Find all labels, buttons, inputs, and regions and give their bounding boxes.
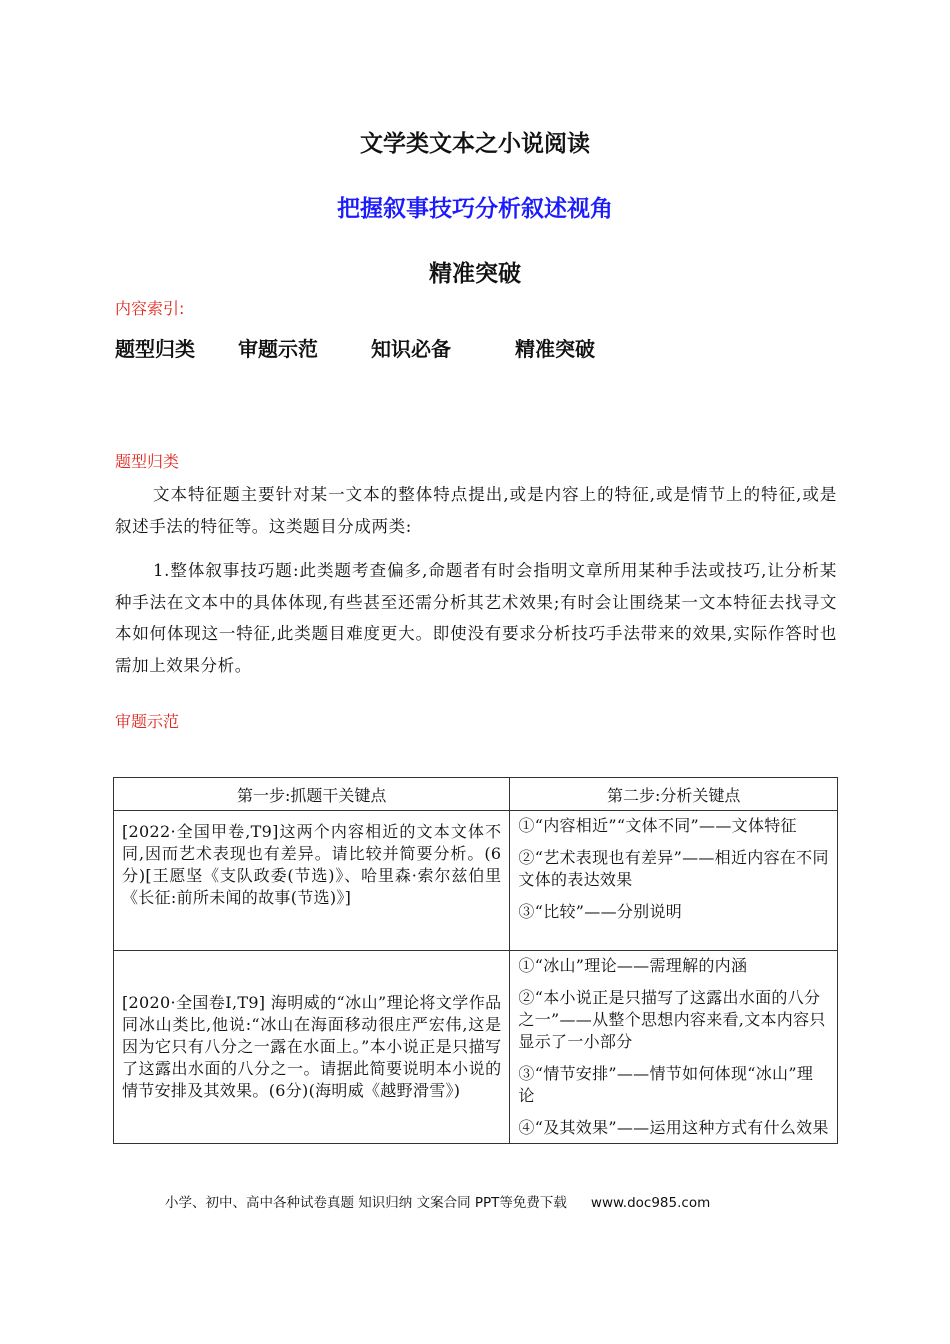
key-point: ①“内容相近”“文体不同”——文体特征: [518, 816, 797, 835]
section-title: 精准突破: [429, 261, 521, 287]
column-header: 第二步:分析关键点: [510, 778, 838, 811]
question-cell: [2022·全国甲卷,T9]这两个内容相近的文本文体不同,因而艺术表现也有差异。请比较并简要分析。(6分)[王愿坚《支队政委(节选)》、哈里森·索尔兹伯里《长征:前所未闻的故事(节选)》]: [114, 811, 510, 951]
index-label: 内容索引:: [115, 299, 185, 318]
key-point: ④“及其效果”——运用这种方式有什么效果: [518, 1118, 829, 1137]
points-cell: [510, 951, 838, 1144]
key-point: ①“冰山”理论——需理解的内涵: [518, 956, 748, 975]
table-row: [114, 951, 838, 1144]
index-item-type: 题型归类: [115, 337, 195, 361]
key-point: ②“本小说正是只描写了这露出水面的八分之一”——从整个思想内容来看,文本内容只显示了一小部分: [518, 988, 826, 1051]
key-point: ③“情节安排”——情节如何体现“冰山”理论: [518, 1064, 814, 1105]
page-footer: [165, 1191, 710, 1211]
paragraph-1: 文本特征题主要针对某一文本的整体特点提出,或是内容上的特征,或是情节上的特征,或是叙述手法的特征等。这类题目分成两类:: [115, 485, 837, 536]
document-title: 文学类文本之小说阅读: [360, 131, 590, 157]
section1-heading: 题型归类: [115, 452, 180, 471]
points-cell: [510, 811, 838, 951]
footer-text: 小学、初中、高中各种试卷真题 知识归纳 文案合同 PPT等免费下载: [165, 1195, 567, 1211]
section2-heading: 审题示范: [115, 712, 180, 731]
index-item-demo: 审题示范: [238, 337, 318, 361]
question-cell: [2020·全国卷Ⅰ,T9] 海明威的“冰山”理论将文学作品同冰山类比,他说:“冰山在海面移动很庄严宏伟,这是因为它只有八分之一露在水面上。”本小说正是只描写了这露出水面的八分之一。请据此简要说明本小说的情节安排及其效果。(6分)(海明威《越野滑雪》): [114, 951, 510, 1144]
column-header: 第一步:抓题干关键点: [114, 778, 510, 811]
key-point: ③“比较”——分别说明: [518, 902, 683, 921]
key-point: ②“艺术表现也有差异”——相近内容在不同文体的表达效果: [518, 848, 829, 889]
footer-url[interactable]: www.doc985.com: [590, 1195, 711, 1211]
index-item-breakthrough: 精准突破: [515, 337, 595, 361]
table-header-row: [114, 778, 838, 811]
analysis-table: [113, 777, 838, 1144]
document-subtitle: 把握叙事技巧分析叙述视角: [337, 196, 613, 222]
index-item-knowledge: 知识必备: [371, 337, 451, 361]
table-row: [114, 811, 838, 951]
paragraph-2: 1.整体叙事技巧题:此类题考查偏多,命题者有时会指明文章所用某种手法或技巧,让分析某种手法在文本中的具体体现,有些甚至还需分析其艺术效果;有时会让围绕某一文本特征去找寻文本如何体现这一特征,此类题目难度更大。即使没有要求分析技巧手法带来的效果,实际作答时也需加上效果分析。: [115, 561, 837, 675]
